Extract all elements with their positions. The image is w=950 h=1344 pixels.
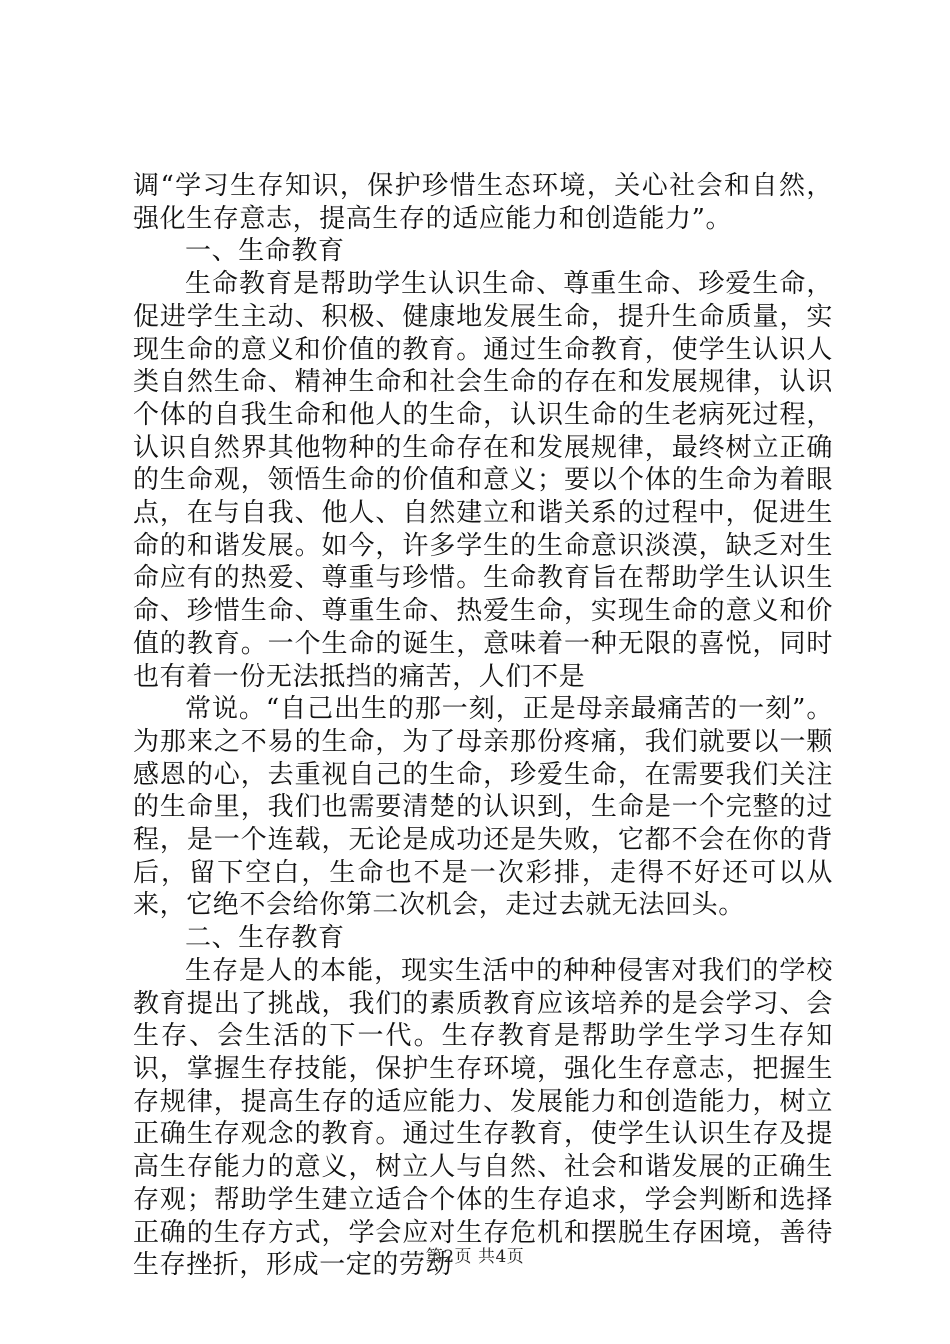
paragraph-life-education-continued: 常说。“自己出生的那一刻，正是母亲最痛苦的一刻”。为那来之不易的生命，为了母亲那份疼痛，我们就要以一颗感恩的心，去重视自己的生命，珍爱生命，在需要我们关注的生命里，我们也需要清楚的认识到，生命是一个完整的过程，是一个连载，无论是成功还是失败，它都不会在你的背后，留下空白，生命也不是一次彩排，走得不好还可以从来，它绝不会给你第二次机会，走过去就无法回头。 xyxy=(133,694,833,921)
section-heading-life-education: 一、生命教育 xyxy=(185,236,345,267)
paragraph-continuation: 调“学习生存知识，保护珍惜生态环境，关心社会和自然，强化生存意志，提高生存的适应能力和创造能力”。 xyxy=(133,171,833,234)
paragraph-survival-education: 生存是人的本能，现实生活中的种种侵害对我们的学校教育提出了挑战，我们的素质教育应该培养的是会学习、会生存、会生活的下一代。生存教育是帮助学生学习生存知识，掌握生存技能，保护生存环境，强化生存意志，把握生存规律，提高生存的适应能力、发展能力和创造能力，树立正确生存观念的教育。通过生存教育，使学生认识生存及提高生存能力的意义，树立人与自然、社会和谐发展的正确生存观；帮助学生建立适合个体的生存追求，学会判断和选择正确的生存方式，学会应对生存危机和摆脱生存困境，善待生存挫折，形成一定的劳动 xyxy=(133,955,833,1281)
paragraph-life-education: 生命教育是帮助学生认识生命、尊重生命、珍爱生命，促进学生主动、积极、健康地发展生命，提升生命质量，实现生命的意义和价值的教育。通过生命教育，使学生认识人类自然生命、精神生命和社会生命的存在和发展规律，认识个体的自我生命和他人的生命，认识生命的生老病死过程，认识自然界其他物种的生命存在和发展规律，最终树立正确的生命观，领悟生命的价值和意义；要以个体的生命为着眼点，在与自我、他人、自然建立和谐关系的过程中，促进生命的和谐发展。如今，许多学生的生命意识淡漠，缺乏对生命应有的热爱、尊重与珍惜。生命教育旨在帮助学生认识生命、珍惜生命、尊重生命、热爱生命，实现生命的意义和价值的教育。一个生命的诞生，意味着一种无限的喜悦，同时也有着一份无法抵挡的痛苦，人们不是 xyxy=(133,269,833,692)
document-body xyxy=(133,170,833,1282)
section-heading-survival-education: 二、生存教育 xyxy=(185,923,345,954)
page-number-footer: 第2页 共4页 xyxy=(425,1247,525,1267)
